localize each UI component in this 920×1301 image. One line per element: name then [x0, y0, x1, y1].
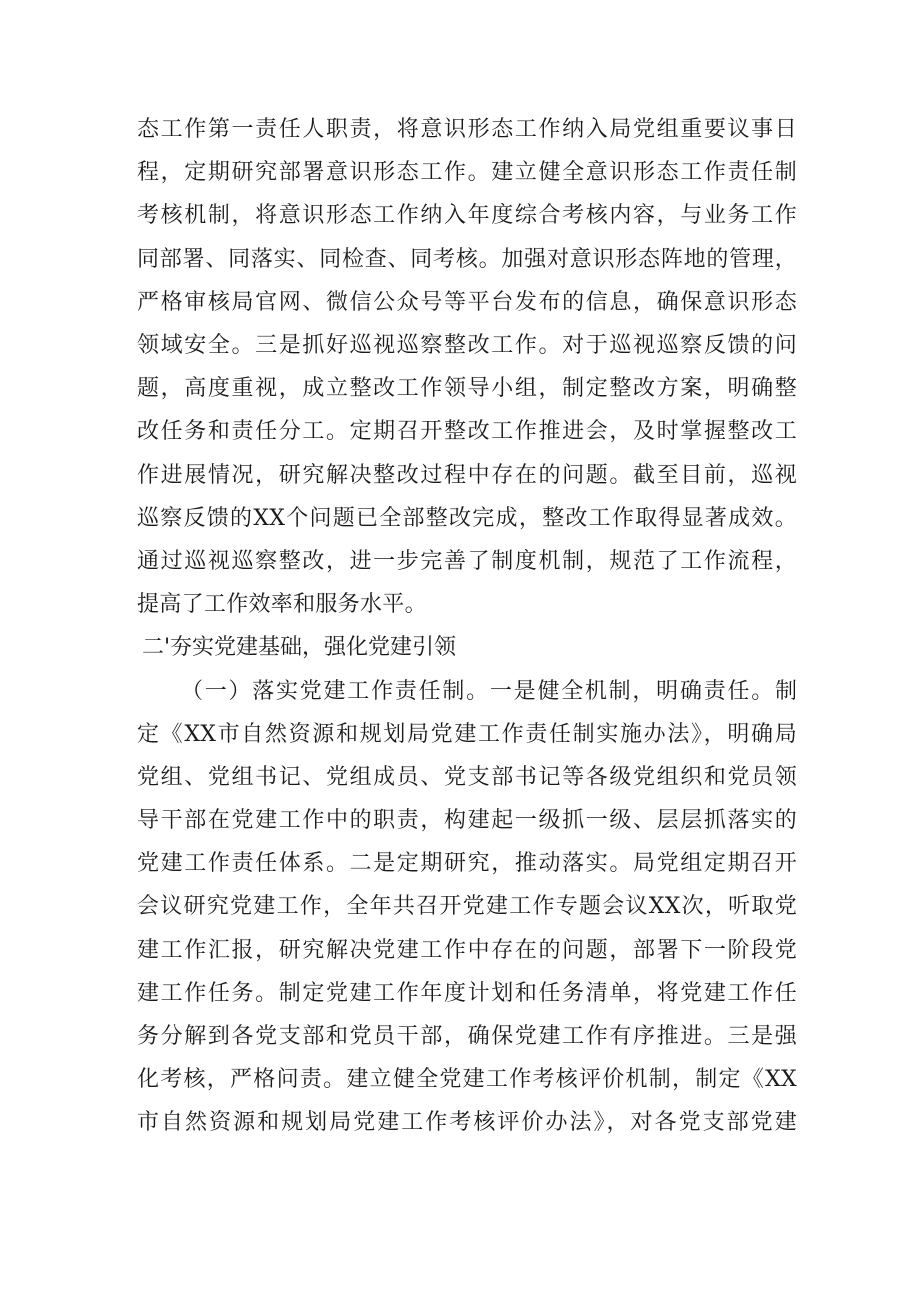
text-line: 作进展情况，研究解决整改过程中存在的问题。截至目前，巡视 — [137, 462, 797, 488]
text-line: 通过巡视巡察整改，进一步完善了制度机制，规范了工作流程， — [137, 548, 797, 574]
text-line: 党组、党组书记、党组成员、党支部书记等各级党组织和党员领 — [137, 764, 797, 790]
text-line: 考核机制，将意识形态工作纳入年度综合考核内容，与业务工作 — [137, 203, 797, 229]
text-line: 党建工作责任体系。二是定期研究，推动落实。局党组定期召开 — [137, 851, 797, 877]
paragraph-continuation — [137, 108, 797, 626]
text-line: 建工作汇报，研究解决党建工作中存在的问题，部署下一阶段党 — [137, 937, 797, 963]
text-line: 务分解到各党支部和党员干部，确保党建工作有序推进。三是强 — [137, 1023, 797, 1049]
section-heading: 二'夯实党建基础，强化党建引领 — [142, 635, 457, 661]
text-line: 改任务和责任分工。定期召开整改工作推进会，及时掌握整改工 — [137, 419, 797, 445]
text-line: 建工作任务。制定党建工作年度计划和任务清单，将党建工作任 — [137, 980, 797, 1006]
subsection-first-line — [137, 669, 797, 712]
text-line: 程，定期研究部署意识形态工作。建立健全意识形态工作责任制 — [137, 160, 797, 186]
text-line: 态工作第一责任人职责，将意识形态工作纳入局党组重要议事日 — [137, 117, 797, 142]
text-line: 化考核，严格问责。建立健全党建工作考核评价机制，制定《XX — [137, 1067, 797, 1093]
text-line: 市自然资源和规划局党建工作考核评价办法》，对各党支部党建 — [137, 1110, 797, 1136]
text-line: 领域安全。三是抓好巡视巡察整改工作。对于巡视巡察反馈的问 — [137, 332, 797, 358]
paragraph-party-building — [137, 669, 797, 1144]
subsection-title: （一）落实党建工作责任制 — [181, 679, 467, 705]
text-line: 同部署、同落实、同检查、同考核。加强对意识形态阵地的管理， — [137, 246, 797, 272]
document-body — [137, 108, 797, 1145]
text-line: 严格审核局官网、微信公众号等平台发布的信息，确保意识形态 — [137, 289, 797, 315]
text-line: 巡察反馈的XX个问题已全部整改完成，整改工作取得显著成效。 — [137, 505, 797, 531]
text-line: 提高了工作效率和服务水平。 — [137, 592, 427, 618]
text-line: 会议研究党建工作，全年共召开党建工作专题会议XX次，听取党 — [137, 894, 797, 920]
text-line: 导干部在党建工作中的职责，构建起一级抓一级、层层抓落实的 — [137, 808, 797, 833]
subsection-first-line-text: 。一是健全机制，明确责任。制 — [466, 679, 797, 705]
text-line: 定《XX市自然资源和规划局党建工作责任制实施办法》，明确局 — [137, 721, 797, 747]
text-line: 题，高度重视，成立整改工作领导小组，制定整改方案，明确整 — [137, 376, 797, 402]
